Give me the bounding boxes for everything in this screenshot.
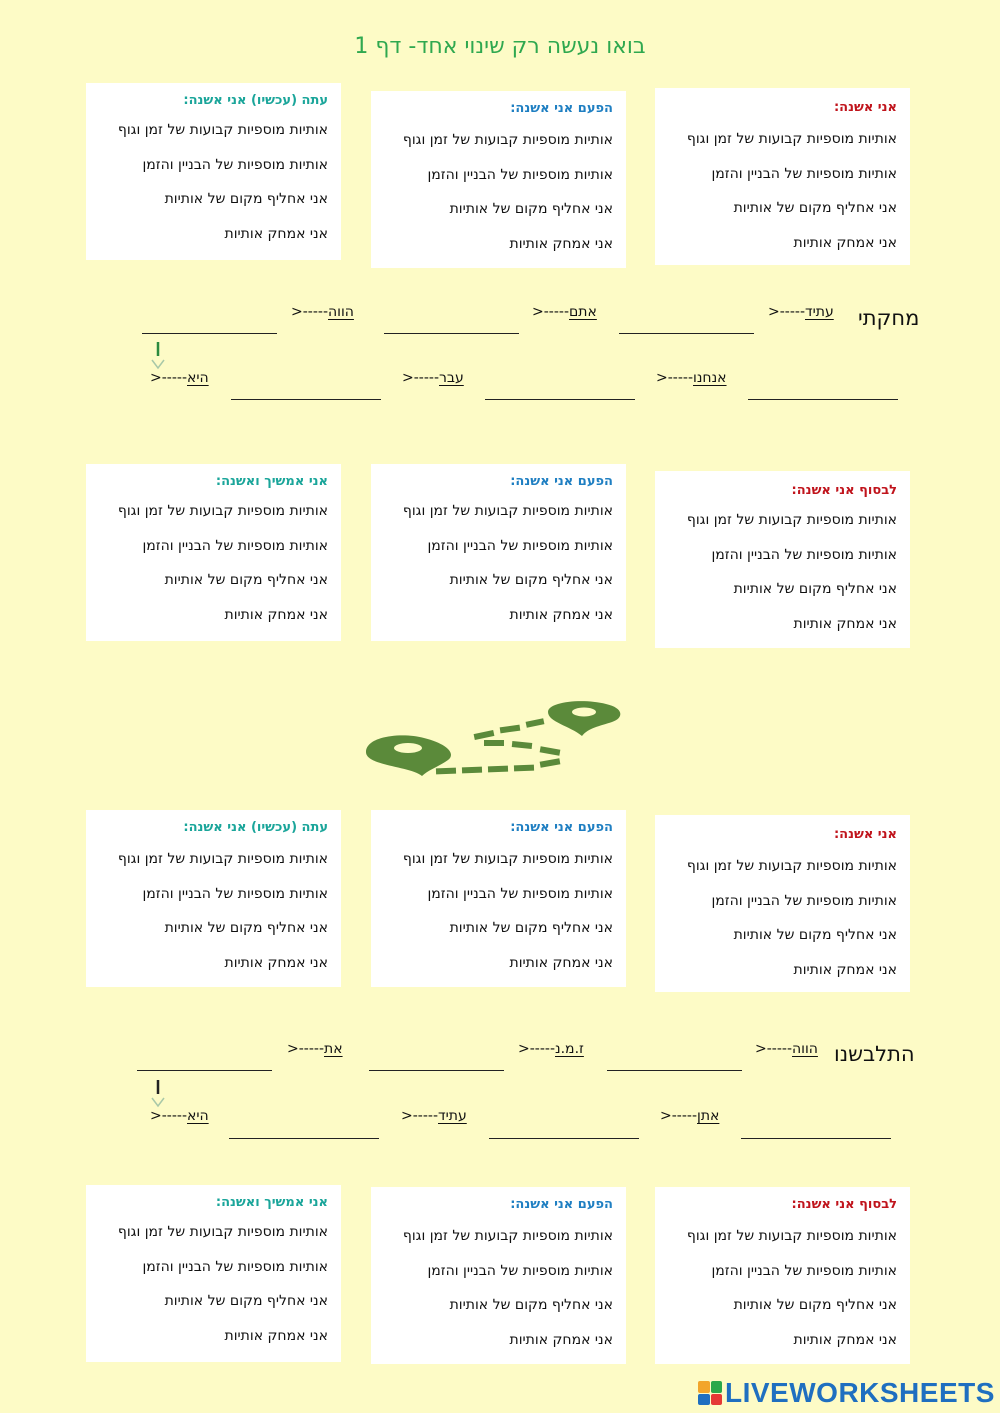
option-card — [655, 1187, 910, 1364]
option-fixed-letters[interactable]: אותיות מוספיות קבועות של זמן וגוף — [117, 503, 328, 519]
option-card — [371, 1187, 626, 1364]
down-arrow-icon — [150, 1078, 166, 1108]
option-fixed-letters[interactable]: אותיות מוספיות קבועות של זמן וגוף — [686, 858, 897, 874]
option-swap-letters[interactable]: אני אחליף מקום של אותיות — [164, 920, 328, 936]
logo-icon — [698, 1381, 722, 1405]
option-delete-letters[interactable]: אני אמחק אותיות — [509, 606, 613, 623]
option-fixed-letters[interactable]: אותיות מוספיות קבועות של זמן וגוף — [402, 1228, 613, 1244]
map-path-icon — [362, 696, 626, 780]
option-card — [86, 810, 341, 987]
card-heading: עתה (עכשיו) אני אשנה: — [183, 820, 328, 835]
answer-blank[interactable] — [489, 1117, 639, 1139]
answer-blank[interactable] — [485, 378, 635, 400]
answer-blank[interactable] — [142, 312, 277, 334]
answer-blank[interactable] — [137, 1049, 272, 1071]
option-swap-letters[interactable]: אני אחליף מקום של אותיות — [449, 920, 613, 936]
chain-step-label: עבר-----< — [402, 370, 464, 386]
option-binyan-letters[interactable]: אותיות מוספיות של הבניין והזמן — [142, 156, 328, 173]
option-binyan-letters[interactable]: אותיות מוספיות של הבניין והזמן — [711, 892, 897, 909]
option-swap-letters[interactable]: אני אחליף מקום של אותיות — [449, 572, 613, 588]
base-word: התלבשנו — [834, 1042, 915, 1066]
option-card — [86, 1185, 341, 1362]
page-title: בואו נעשה רק שינוי אחד- דף 1 — [354, 34, 646, 59]
option-delete-letters[interactable]: אני אמחק אותיות — [224, 606, 328, 623]
option-delete-letters[interactable]: אני אמחק אותיות — [793, 1331, 897, 1348]
answer-blank[interactable] — [369, 1049, 504, 1071]
chain-step-label: אתן-----< — [660, 1108, 720, 1124]
card-heading: הפעם אני אשנה: — [510, 820, 613, 835]
option-fixed-letters[interactable]: אותיות מוספיות קבועות של זמן וגוף — [402, 851, 613, 867]
option-fixed-letters[interactable]: אותיות מוספיות קבועות של זמן וגוף — [402, 503, 613, 519]
option-delete-letters[interactable]: אני אמחק אותיות — [224, 1327, 328, 1344]
liveworksheets-logo — [698, 1378, 995, 1408]
chain-step-label: אתם-----< — [532, 304, 597, 320]
option-binyan-letters[interactable]: אותיות מוספיות של הבניין והזמן — [711, 165, 897, 182]
answer-blank[interactable] — [384, 312, 519, 334]
option-fixed-letters[interactable]: אותיות מוספיות קבועות של זמן וגוף — [686, 131, 897, 147]
card-heading: עתה (עכשיו) אני אשנה: — [183, 93, 328, 108]
card-heading: אני אמשיך ואשנה: — [215, 474, 328, 489]
chain-step-label: הווה-----< — [755, 1041, 818, 1057]
logo-text: LIVEWORKSHEETS — [725, 1377, 995, 1408]
chain-step-label: עתיד-----< — [768, 304, 834, 320]
option-fixed-letters[interactable]: אותיות מוספיות קבועות של זמן וגוף — [686, 512, 897, 528]
option-binyan-letters[interactable]: אותיות מוספיות של הבניין והזמן — [711, 1262, 897, 1279]
option-delete-letters[interactable]: אני אמחק אותיות — [793, 961, 897, 978]
option-fixed-letters[interactable]: אותיות מוספיות קבועות של זמן וגוף — [402, 132, 613, 148]
option-swap-letters[interactable]: אני אחליף מקום של אותיות — [449, 201, 613, 217]
card-heading: אני אשנה: — [833, 100, 897, 115]
chain-step-label: ז.מ.נ-----< — [518, 1041, 584, 1057]
answer-blank[interactable] — [741, 1117, 891, 1139]
option-swap-letters[interactable]: אני אחליף מקום של אותיות — [733, 581, 897, 597]
option-swap-letters[interactable]: אני אחליף מקום של אותיות — [164, 191, 328, 207]
option-card — [371, 810, 626, 987]
option-fixed-letters[interactable]: אותיות מוספיות קבועות של זמן וגוף — [117, 122, 328, 138]
option-fixed-letters[interactable]: אותיות מוספיות קבועות של זמן וגוף — [686, 1228, 897, 1244]
option-binyan-letters[interactable]: אותיות מוספיות של הבניין והזמן — [427, 1262, 613, 1279]
option-delete-letters[interactable]: אני אמחק אותיות — [509, 1331, 613, 1348]
option-fixed-letters[interactable]: אותיות מוספיות קבועות של זמן וגוף — [117, 1224, 328, 1240]
answer-blank[interactable] — [229, 1117, 379, 1139]
option-swap-letters[interactable]: אני אחליף מקום של אותיות — [449, 1297, 613, 1313]
option-card — [655, 88, 910, 265]
option-swap-letters[interactable]: אני אחליף מקום של אותיות — [733, 1297, 897, 1313]
card-heading: הפעם אני אשנה: — [510, 101, 613, 116]
option-card — [655, 471, 910, 648]
chain-step-label: עתיד-----< — [401, 1108, 467, 1124]
option-card — [86, 83, 341, 260]
option-binyan-letters[interactable]: אותיות מוספיות של הבניין והזמן — [142, 1258, 328, 1275]
answer-blank[interactable] — [619, 312, 754, 334]
option-binyan-letters[interactable]: אותיות מוספיות של הבניין והזמן — [427, 166, 613, 183]
card-heading: לבסוף אני אשנה: — [791, 1197, 897, 1212]
answer-blank[interactable] — [231, 378, 381, 400]
card-heading: הפעם אני אשנה: — [510, 474, 613, 489]
option-delete-letters[interactable]: אני אמחק אותיות — [509, 235, 613, 252]
card-heading: אני אשנה: — [833, 827, 897, 842]
option-binyan-letters[interactable]: אותיות מוספיות של הבניין והזמן — [427, 885, 613, 902]
option-delete-letters[interactable]: אני אמחק אותיות — [793, 234, 897, 251]
answer-blank[interactable] — [607, 1049, 742, 1071]
base-word: מחקתי — [858, 306, 920, 330]
option-delete-letters[interactable]: אני אמחק אותיות — [509, 954, 613, 971]
card-heading: אני אמשיך ואשנה: — [215, 1195, 328, 1210]
option-binyan-letters[interactable]: אותיות מוספיות של הבניין והזמן — [142, 537, 328, 554]
option-card — [371, 91, 626, 268]
chain-step-label: היא-----< — [150, 1108, 209, 1124]
option-card — [371, 464, 626, 641]
option-swap-letters[interactable]: אני אחליף מקום של אותיות — [164, 1293, 328, 1309]
option-delete-letters[interactable]: אני אמחק אותיות — [793, 615, 897, 632]
option-card — [86, 464, 341, 641]
card-heading: הפעם אני אשנה: — [510, 1197, 613, 1212]
option-swap-letters[interactable]: אני אחליף מקום של אותיות — [164, 572, 328, 588]
option-binyan-letters[interactable]: אותיות מוספיות של הבניין והזמן — [711, 546, 897, 563]
option-binyan-letters[interactable]: אותיות מוספיות של הבניין והזמן — [427, 537, 613, 554]
down-arrow-icon — [150, 340, 166, 370]
option-swap-letters[interactable]: אני אחליף מקום של אותיות — [733, 200, 897, 216]
answer-blank[interactable] — [748, 378, 898, 400]
option-card — [655, 815, 910, 992]
option-swap-letters[interactable]: אני אחליף מקום של אותיות — [733, 927, 897, 943]
chain-step-label: הווה-----< — [291, 304, 354, 320]
chain-step-label: את-----< — [287, 1041, 343, 1057]
chain-step-label: היא-----< — [150, 370, 209, 386]
option-delete-letters[interactable]: אני אמחק אותיות — [224, 225, 328, 242]
card-heading: לבסוף אני אשנה: — [791, 483, 897, 498]
option-fixed-letters[interactable]: אותיות מוספיות קבועות של זמן וגוף — [117, 851, 328, 867]
option-binyan-letters[interactable]: אותיות מוספיות של הבניין והזמן — [142, 885, 328, 902]
option-delete-letters[interactable]: אני אמחק אותיות — [224, 954, 328, 971]
chain-step-label: אנחנו-----< — [656, 370, 727, 386]
